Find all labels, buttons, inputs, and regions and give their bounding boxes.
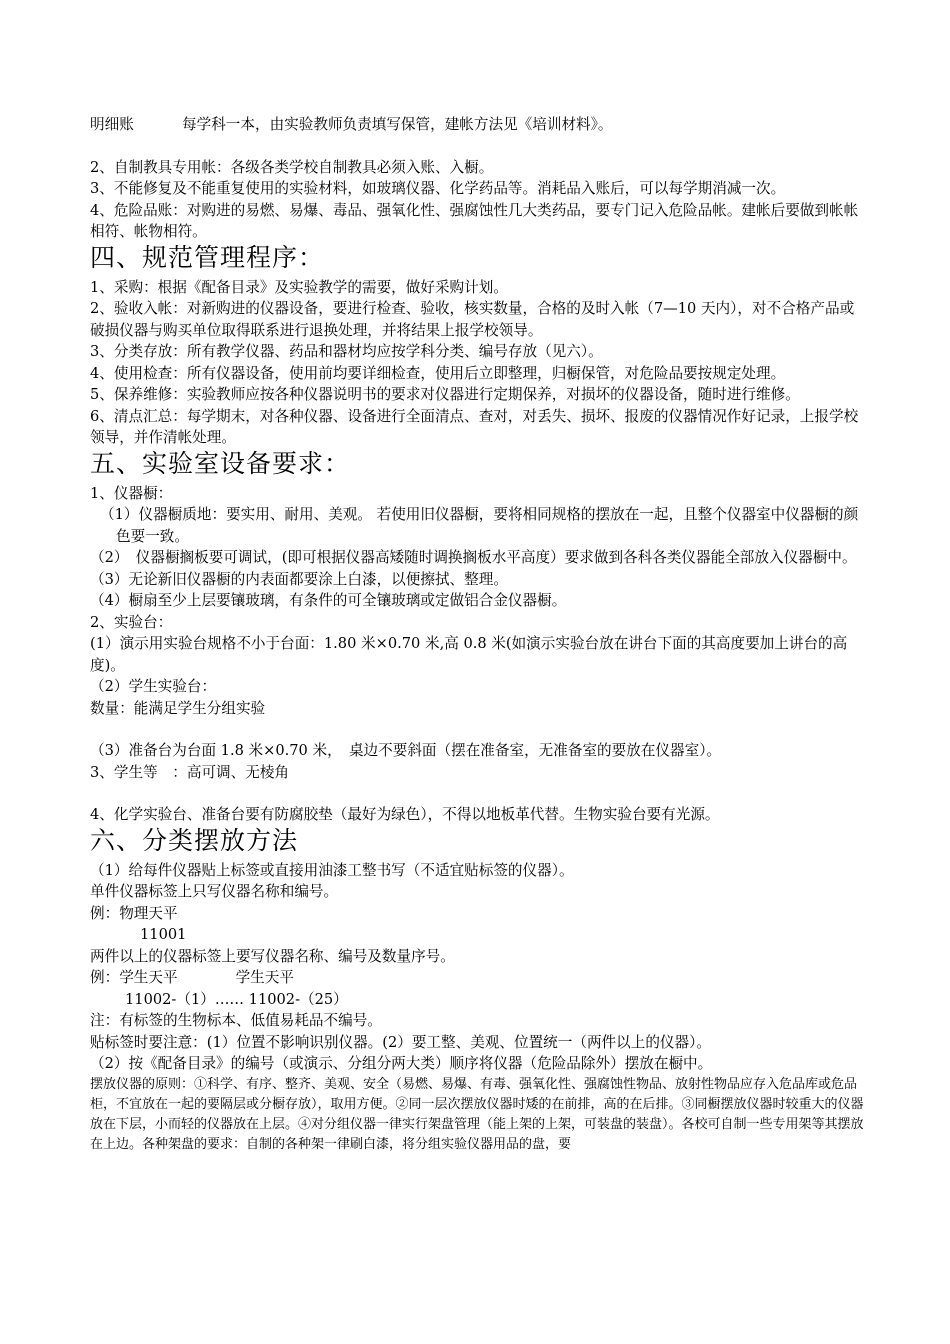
stool-item: 3、学生等 ：高可调、无棱角 [90, 763, 290, 781]
example-label: 例：学生天平 [90, 969, 178, 986]
procedure-item: 2、验收入帐：对新购进的仪器设备，要进行检查、验收，核实数量，合格的及时入帐（7—10 天内），对不合格产品或破损仪器与购买单位取得联系进行退换处理，并将结果上报学校领导。 [90, 300, 855, 339]
placement-paragraph: 两件以上的仪器标签上要写仪器名称、编号及数量序号。 [90, 947, 455, 965]
chem-bench-item: 4、化学实验台、准备台要有防腐胶垫（最好为绿色），不得以地板革代替。生物实验台要有光源。 [90, 806, 720, 823]
cabinet-item: （3）无论新旧仪器橱的内表面都要涂上白漆，以便擦拭、整理。 [90, 570, 508, 588]
example-label: 例：物理天平 [90, 904, 178, 922]
example-code: 11002-（1）…… 11002-（25） [125, 990, 348, 1008]
example-label: 学生天平 [235, 969, 294, 986]
bench-item: （3）准备台为台面 1.8 米×0.70 米， 桌边不要斜面（摆在准备室，无准备室的要放在仪器室）。 [90, 742, 722, 759]
ledger-item: 4、危险品账：对购进的易燃、易爆、毒品、强氧化性、强腐蚀性几大类药品，要专门记入危险品帐。建帐后要做到帐帐相符、帐物相符。 [90, 201, 859, 240]
placement-principle: 摆放仪器的原则：①科学、有序、整齐、美观、安全（易燃、易爆、有毒、强氧化性、强腐蚀性物品、放射性物品应存入危品库或危品柜，不宜放在一起的要隔层或分橱存放），取用方便。②同一层次摆放仪器时矮的在前排，高的在后排。③同橱摆放仪器时较重大的仪器放在下层，小而轻的仪器放在上层。④对分组仪器一律实行架盘管理（能上架的上架，可装盘的装盘）。各校可自制一些专用架等其摆放在上边。各种架盘的要求：自制的各种架一律刷白漆，将分组实验仪器用品的盘，要 [90, 1076, 864, 1152]
cabinet-title: 1、仪器橱： [90, 484, 173, 502]
section-4-heading: 四、规范管理程序： [90, 242, 325, 272]
cabinet-item: （4）橱扇至少上层要镶玻璃，有条件的可全镶玻璃或定做铝合金仪器橱。 [90, 592, 567, 609]
example-label-row [90, 967, 866, 989]
procedure-item: 6、清点汇总：每学期末，对各种仪器、设备进行全面清点、查对，对丢失、损坏、报废的仪器情况作好记录，上报学校领导，并作清帐处理。 [90, 407, 859, 446]
procedure-item: 4、使用检查：所有仪器设备，使用前均要详细检查，使用后立即整理，归橱保管，对危险品要按规定处理。 [90, 364, 786, 382]
cabinet-item: （2） 仪器橱搁板要可调试，(即可根据仪器高矮随时调换搁板水平高度）要求做到各科各类仪器能全部放入仪器橱中。 [90, 549, 857, 566]
note: 注：有标签的生物标本、低值易耗品不编号。 [90, 1012, 382, 1029]
ledger-item: 2、自制教具专用帐：各级各类学校自制教具必须入账、入橱。 [90, 158, 494, 176]
placement-paragraph: （2）按《配备目录》的编号（或演示、分组分两大类）顺序将仪器（危险品除外）摆放在橱中。 [90, 1055, 713, 1072]
detail-ledger-line [90, 114, 866, 136]
bench-quantity: 数量：能满足学生分组实验 [90, 699, 266, 717]
bench-item: (1）演示用实验台规格不小于台面：1.80 米×0.70 米,高 0.8 米(如演示实验台放在讲台下面的其高度要加上讲台的高度)。 [90, 635, 848, 674]
procedure-item: 1、采购：根据《配备目录》及实验教学的需要，做好采购计划。 [90, 278, 508, 296]
example-code: 11001 [140, 926, 187, 943]
section-5-heading: 五、实验室设备要求： [90, 448, 351, 478]
detail-ledger-desc: 每学科一本，由实验教师负责填写保管，建帐方法见《培训材料》。 [182, 116, 613, 133]
detail-ledger-name: 明细账 [90, 116, 134, 133]
placement-paragraph: 单件仪器标签上只写仪器名称和编号。 [90, 883, 339, 900]
procedure-item: 5、保养维修：实验教师应按各种仪器说明书的要求对仪器进行定期保养，对损坏的仪器设备，随时进行维修。 [90, 386, 800, 403]
section-6-heading: 六、分类摆放方法 [90, 825, 299, 855]
placement-paragraph: （1）给每件仪器贴上标签或直接用油漆工整书写（不适宜贴标签的仪器）。 [90, 861, 574, 879]
cabinet-item: （1）仪器橱质地：要实用、耐用、美观。 若使用旧仪器橱，要将相同规格的摆放在一起，且整个仪器室中仪器橱的颜色要一致。 [100, 506, 859, 545]
ledger-item: 3、不能修复及不能重复使用的实验材料，如玻璃仪器、化学药品等。消耗品入账后，可以每学期消减一次。 [90, 180, 786, 197]
bench-title: 2、实验台： [90, 613, 173, 631]
bench-item: （2）学生实验台： [90, 678, 217, 695]
procedure-item: 3、分类存放：所有教学仪器、药品和器材均应按学科分类、编号存放（见六）。 [90, 343, 603, 360]
attention-note: 贴标签时要注意：(1）位置不影响识别仪器。(2）要工整、美观、位置统一（两件以上的仪器）。 [90, 1033, 712, 1051]
